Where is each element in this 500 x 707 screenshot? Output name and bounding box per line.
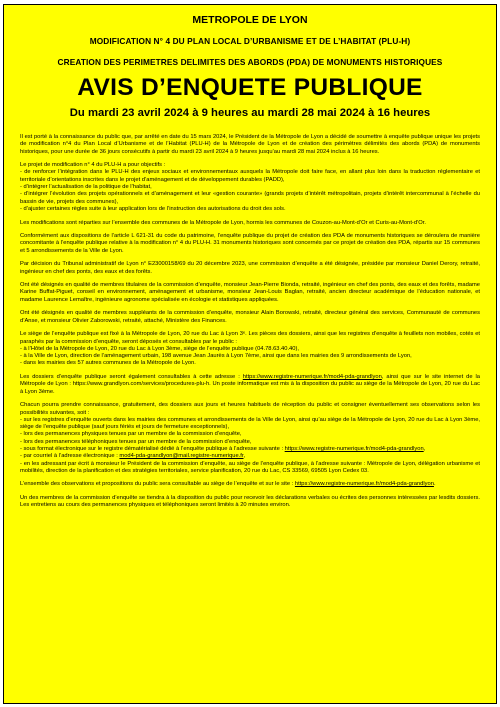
notice-body xyxy=(20,134,480,510)
modification-heading: MODIFICATION N° 4 DU PLAN LOCAL D’URBANISME ET DE L’HABITAT (PLU-H) xyxy=(89,36,411,46)
objectives-intro: Le projet de modification n° 4 du PLU-H a pour objectifs : xyxy=(20,162,166,169)
paragraph-online-dossiers xyxy=(20,374,480,396)
registry-link[interactable]: https://www.registre-numerique.fr/mod4-pda-grandlyon xyxy=(284,446,424,452)
paragraph-tribunal: Par décision du Tribunal administratif de Lyon n° E23000158/69 du 20 décembre 2023, une commission d’enquête a été désignée, présidée par monsieur Daniel Derory, retraité, ingénieur en chef des ponts, des eaux et des forêts. xyxy=(20,261,480,275)
online-text-end: , ainsi que sur le site internet de la Métropole de Lyon : https://www.grandlyon.com/services/procedures-plu-h. Un poste informatique est mis à la disposition du public au siège de la Métropole de Lyon, 20 rue du Lac à Lyon 3ème. xyxy=(20,374,480,395)
notice-title: AVIS D’ENQUETE PUBLIQUE xyxy=(77,74,423,101)
organization-heading: METROPOLE DE LYON xyxy=(192,14,308,26)
observation-item-text: - par courriel à l’adresse électronique : xyxy=(20,453,120,460)
paragraph-titular-members: Ont été désignés en qualité de membres titulaires de la commission d’enquête, monsieur Jean-Pierre Bionda, retraité, ingénieur en chef des ponts, des eaux et des forêts, madame Karine Buffat-Piguet, conseil en environnement, aménagement et urbanisme, monsieur Jean-Louis Baglan, retraité, ancien directeur académique de l’éducation nationale, et madame Laurence Lemaître, ingénieure agronome spécialisée en écologie et statistiques appliquées. xyxy=(20,282,480,303)
registry-link[interactable]: https://www.registre-numerique.fr/mod4-pda-grandlyon xyxy=(294,481,434,488)
notice-poster xyxy=(3,4,497,704)
location-item: - dans les mairies des 57 autres communes de la Métropole de Lyon. xyxy=(20,360,196,367)
observation-item-text: , xyxy=(423,446,426,452)
paragraph-consultation xyxy=(20,481,480,488)
location-item: - à la Ville de Lyon, direction de l’aménagement urbain, 198 avenue Jean Jaurès à Lyon 7ème, ainsi que dans les mairies des 9 arrondissements de Lyon, xyxy=(20,353,412,360)
paragraph-permanences: Un des membres de la commission d’enquête se tiendra à la disposition du public pour recevoir les déclarations verbales ou écrites des personnes intéressées par lesdits dossiers. Les entretiens au cours des permanences physiques et téléphoniques seront limités à 20 minutes environ. xyxy=(20,495,480,509)
paragraph-communes: Les modifications sont réparties sur l’ensemble des communes de la Métropole de Lyon, hormis les communes de Couzon-au-Mont-d’Or et Curis-au-Mont-d’Or. xyxy=(20,219,426,226)
paragraph-substitute-members: Ont été désignés en qualité de membres suppléants de la commission d’enquête, monsieur Alain Borowski, retraité, directeur général des services, Communauté de communes d’Anse, et monsieur Olivier Zaborowski, retraité, attaché, Ministère des Finances. xyxy=(20,310,480,324)
observation-item: - lors des permanences physiques tenues par un membre de la commission d’enquête, xyxy=(20,431,242,438)
observations-intro: Chacun pourra prendre connaissance, gratuitement, des dossiers aux jours et heures habituels de réception du public et consigner éventuellement ses observations selon les possibilités suivantes, soit : xyxy=(20,402,480,416)
observation-item-text: - sous format électronique sur le registre dématérialisé dédié à l’enquête publique à l’adresse suivante : xyxy=(20,446,285,452)
paragraph-pda: Conformément aux dispositions de l’article L 621-31 du code du patrimoine, l’enquête publique du projet de création des PDA de monuments historiques se déroulera de manière concomitante à l’enquête publique relative à la modification n° 4 du PLU-H. 31 monuments historiques sont concernés par ce projet de création des PDA, répartis sur 15 communes et 5 arrondissements de la Ville de Lyon. xyxy=(20,233,480,254)
consultation-text-end: . xyxy=(433,481,436,488)
observation-item: - en les adressant par écrit à monsieur le Président de la commission d’enquête, au siège de l’enquête publique, à l’adresse suivante : Métropole de Lyon, délégation urbanisme et mobilités, direction de la planification et des stratégies territoriales, service planification, 20 rue du Lac, CS 33569, 69505 Lyon Cedex 03. xyxy=(20,460,480,474)
seat-intro: Le siège de l’enquête publique est fixé à la Métropole de Lyon, 20 rue du Lac à Lyon 3ᵉ. Les pièces des dossiers, ainsi que les registres d’enquête à feuillets non mobiles, cotés et paraphés par la commission d’enquête, seront déposés et consultables par le public : xyxy=(20,331,480,345)
observation-item: - sur les registres d’enquête ouverts dans les mairies des communes et arrondissements de la Ville de Lyon, ainsi qu’au siège de la Métropole de Lyon, 20 rue du Lac à Lyon 3ème, siège de l’enquête publique (sauf jours fériés et jours de fermeture exceptionnels), xyxy=(20,416,480,431)
consultation-text: L’ensemble des observations et propositions du public sera consultable au siège de l’enquête et sur le site : xyxy=(20,481,295,488)
objective-item: - d’intégrer l’actualisation de la politique de l’habitat, xyxy=(20,184,152,191)
objective-item: - d’intégrer l’évolution des projets opérationnels et d’aménagement et leur «gestion courante» (grands projets d’intérêt métropolitain, projets d’intérêt intercommunal à l’échelle du bassin de vie, projets des communes), xyxy=(20,191,480,205)
objective-item: - de renforcer l’intégration dans le PLU-H des enjeux sociaux et environnementaux auxquels la Métropole doit faire face, en allant plus loin dans la traduction réglementaire et territoriale d’orientations inscrites dans le projet d’aménagement et de développement durables (PADD), xyxy=(20,169,480,183)
paragraph-decision: Il est porté à la connaissance du public que, par arrêté en date du 15 mars 2024, le Président de la Métropole de Lyon a décidé de soumettre à enquête publique unique les projets de modification n°4 du Plan Local d’Urbanisme et de l’Habitat (PLU-H) de la Métropole de Lyon et de création des périmètres délimités des abords (PDA) de monuments historiques, pour une durée de 36 jours consécutifs à partir du mardi 23 avril 2024 à 9 heures jusqu’au mardi 28 mai 2024 inclus à 16 heures. xyxy=(20,133,480,155)
paragraph-seat xyxy=(20,331,480,367)
email-link[interactable]: mod4-pda-grandlyon@mail.registre-numerique.fr xyxy=(119,453,244,460)
observation-item xyxy=(20,446,480,453)
paragraph-observations xyxy=(20,402,480,475)
creation-heading: CREATION DES PERIMETRES DELIMITES DES ABORDS (PDA) DE MONUMENTS HISTORIQUES xyxy=(57,57,443,67)
location-item: - à l’Hôtel de la Métropole de Lyon, 20 rue du Lac à Lyon 3ème, siège de l’enquête publique (04.78.63.40.40), xyxy=(20,345,299,352)
registry-link[interactable]: https://www.registre-numerique.fr/mod4-pda-grandlyon xyxy=(242,374,382,381)
observation-item: - lors des permanences téléphoniques tenues par un membre de la commission d’enquête, xyxy=(20,438,252,445)
enquiry-dates: Du mardi 23 avril 2024 à 9 heures au mardi 28 mai 2024 à 16 heures xyxy=(69,106,431,119)
paragraph-objectives xyxy=(20,162,480,213)
observation-item xyxy=(20,453,480,460)
observation-item-text: , xyxy=(243,453,246,460)
online-text-start: Les dossiers d’enquête publique seront également consultables à cette adresse : xyxy=(20,374,243,381)
objective-item: - d’ajuster certaines règles suite à leur application lors de l’instruction des autorisations du droit des sols. xyxy=(20,205,286,212)
